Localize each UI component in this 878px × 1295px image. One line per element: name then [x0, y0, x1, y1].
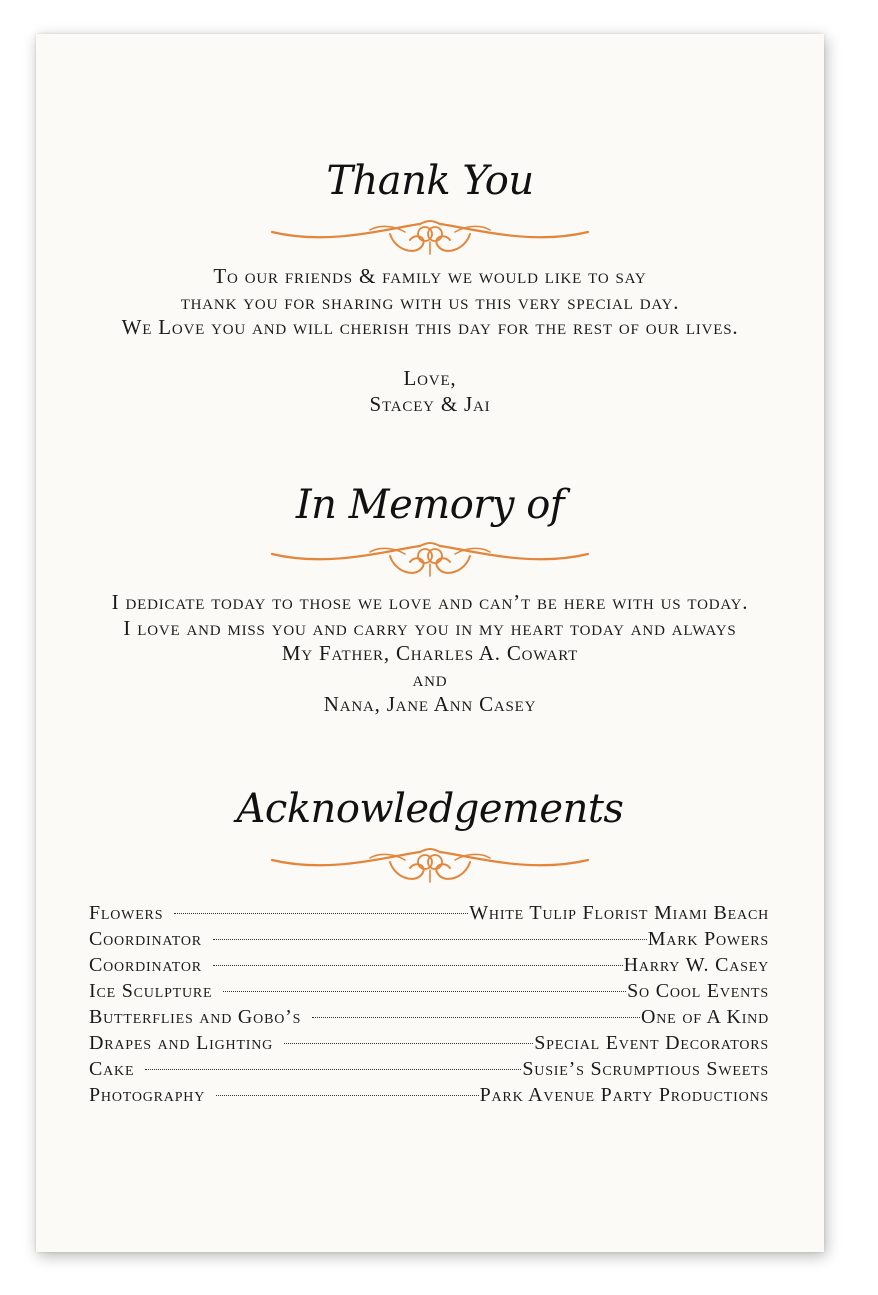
- list-item: [89, 928, 769, 954]
- thank-you-line: To our friends & family we would like to say: [213, 264, 647, 288]
- dot-leader: [312, 1017, 640, 1018]
- ack-vendor: Harry W. Casey: [623, 954, 769, 976]
- dot-leader: [145, 1069, 521, 1070]
- signature-line: Stacey & Jai: [369, 391, 491, 416]
- ack-vendor: White Tulip Florist Miami Beach: [469, 902, 769, 924]
- thank-you-closing: [36, 366, 824, 417]
- dot-leader: [223, 991, 626, 992]
- ack-role: Cake: [89, 1058, 135, 1080]
- program-page: [36, 34, 824, 1252]
- thank-you-message: [36, 264, 824, 341]
- ack-role: Butterflies and Gobo’s: [89, 1006, 302, 1028]
- ack-role: Coordinator: [89, 928, 202, 950]
- dot-leader: [174, 913, 468, 914]
- dot-leader: [284, 1043, 533, 1044]
- flourish-ornament-icon: [270, 846, 590, 890]
- memory-line: I love and miss you and carry you in my heart today and always: [123, 615, 737, 640]
- acknowledgements-list: [89, 902, 769, 1110]
- ack-role: Photography: [89, 1084, 206, 1106]
- flourish-ornament-icon: [270, 540, 590, 584]
- list-item: [89, 1084, 769, 1110]
- thank-you-line: We Love you and will cherish this day for the rest of our lives.: [121, 315, 739, 339]
- memory-line: Nana, Jane Ann Casey: [323, 692, 537, 716]
- list-item: [89, 1006, 769, 1032]
- list-item: [89, 1032, 769, 1058]
- ack-vendor: Mark Powers: [647, 928, 769, 950]
- ack-vendor: Special Event Decorators: [534, 1032, 769, 1054]
- dot-leader: [213, 965, 623, 966]
- ack-role: Coordinator: [89, 954, 202, 976]
- memory-line: My Father, Charles A. Cowart: [281, 641, 579, 665]
- thank-you-line: thank you for sharing with us this very special day.: [180, 289, 680, 314]
- list-item: [89, 902, 769, 928]
- acknowledgements-heading: Acknowledgements: [236, 786, 624, 832]
- list-item: [89, 1058, 769, 1084]
- list-item: [89, 954, 769, 980]
- ack-role: Drapes and Lighting: [89, 1032, 274, 1054]
- memory-line: and: [412, 666, 448, 691]
- dot-leader: [216, 1095, 478, 1096]
- dot-leader: [213, 939, 647, 940]
- ack-vendor: Susie’s Scrumptious Sweets: [522, 1058, 769, 1080]
- list-item: [89, 980, 769, 1006]
- ack-role: Flowers: [89, 902, 164, 924]
- ack-role: Ice Sculpture: [89, 980, 213, 1002]
- flourish-ornament-icon: [270, 218, 590, 262]
- in-memory-heading: In Memory of: [295, 482, 565, 528]
- closing-line: Love,: [403, 366, 457, 390]
- ack-vendor: One of A Kind: [641, 1006, 769, 1028]
- memory-line: I dedicate today to those we love and can’t be here with us today.: [111, 590, 749, 614]
- ack-vendor: Park Avenue Party Productions: [479, 1084, 769, 1106]
- ack-vendor: So Cool Events: [627, 980, 769, 1002]
- memory-dedication: [36, 590, 824, 718]
- thank-you-heading: Thank You: [326, 158, 534, 204]
